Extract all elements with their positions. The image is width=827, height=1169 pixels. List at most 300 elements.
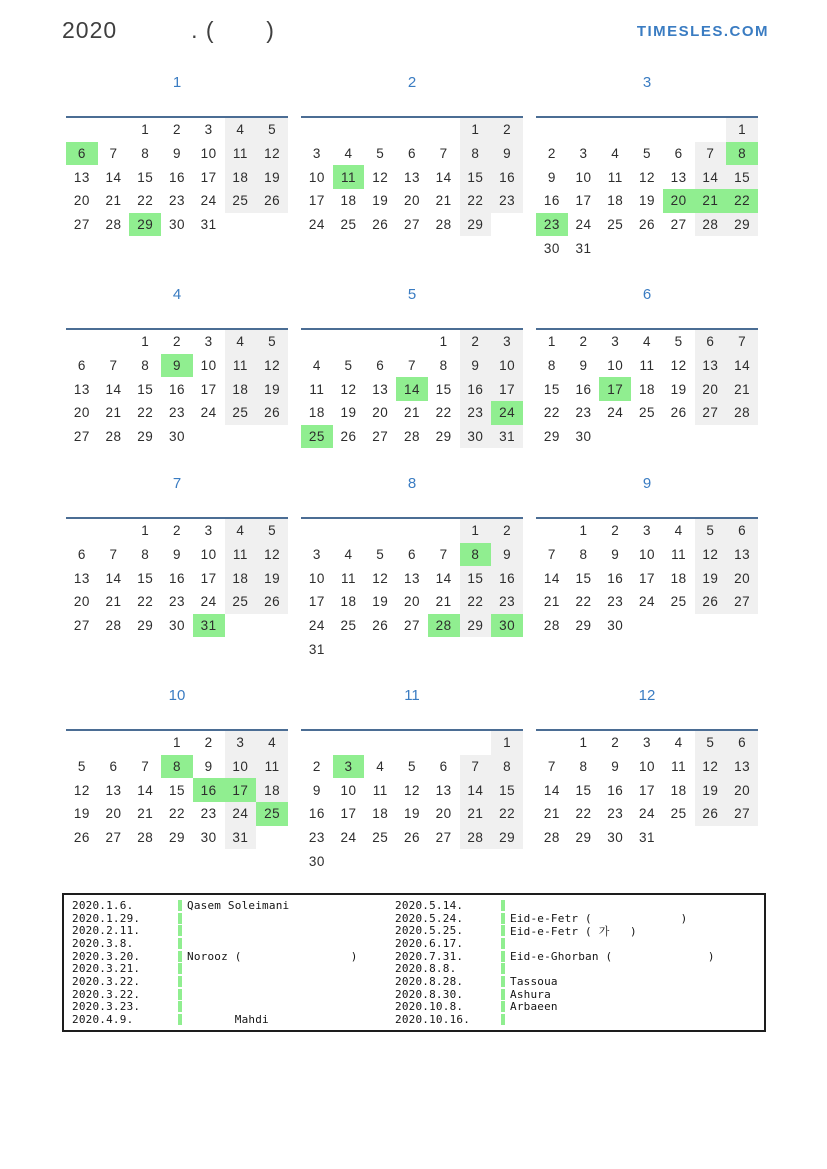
legend-entry [387, 1001, 764, 1014]
empty-day-cell [663, 117, 695, 142]
month-5-day-10: 10 [491, 354, 523, 378]
month-7-day-22: 22 [137, 594, 154, 610]
month-6-day-16: 16 [575, 381, 592, 397]
month-7-day-25: 25 [225, 590, 257, 614]
month-11-day-26: 26 [403, 830, 420, 846]
month-12-day-28: 28 [543, 830, 560, 846]
month-6-day-14: 14 [726, 354, 758, 378]
month-8-day-9: 9 [491, 543, 523, 567]
legend-holiday-name: Arbaeen [510, 1000, 558, 1014]
month-4-day-19: 19 [256, 377, 288, 401]
month-4-day-23: 23 [168, 405, 185, 421]
month-11-day-19: 19 [403, 806, 420, 822]
month-1-day-25: 25 [225, 189, 257, 213]
month-10-label[interactable]: 10 [168, 687, 186, 704]
month-2-day-28: 28 [435, 217, 452, 233]
month-1-day-16: 16 [168, 169, 185, 185]
week-row [66, 590, 288, 614]
empty-day-cell [428, 730, 460, 755]
month-2-day-29: 29 [460, 213, 492, 237]
month-8-day-24: 24 [308, 618, 325, 634]
week-row [301, 566, 523, 590]
month-8-day-7: 7 [439, 547, 448, 563]
empty-day-cell [98, 329, 130, 354]
month-5-day-16: 16 [460, 377, 492, 401]
legend-date: 2020.3.22. [72, 987, 141, 1001]
month-1-day-8: 8 [141, 146, 150, 162]
legend-date: 2020.3.21. [72, 962, 141, 976]
month-12 [536, 687, 758, 849]
empty-day-cell [428, 637, 460, 661]
empty-day-cell [428, 117, 460, 142]
month-2-day-21: 21 [435, 193, 452, 209]
month-10-day-23: 23 [200, 806, 217, 822]
month-10-day-13: 13 [105, 782, 122, 798]
week-row [301, 213, 523, 237]
month-1-day-28: 28 [105, 217, 122, 233]
legend-date: 2020.2.11. [72, 924, 141, 938]
legend-entry [64, 912, 387, 925]
month-1-day-30: 30 [168, 217, 185, 233]
month-2-day-3: 3 [312, 146, 321, 162]
month-12-day-14: 14 [543, 782, 560, 798]
empty-day-cell [663, 614, 695, 638]
week-row [536, 165, 758, 189]
week-row [536, 117, 758, 142]
month-11-day-2: 2 [312, 759, 321, 775]
month-3-label[interactable]: 3 [642, 74, 652, 91]
week-row [301, 826, 523, 850]
month-6-day-4: 4 [642, 334, 651, 350]
month-8-day-21: 21 [435, 594, 452, 610]
month-12-day-19: 19 [695, 778, 727, 802]
week-row [301, 614, 523, 638]
week-row [536, 329, 758, 354]
month-9-day-22: 22 [575, 594, 592, 610]
month-6-day-29: 29 [543, 429, 560, 445]
empty-day-cell [364, 849, 396, 873]
month-5-day-5: 5 [344, 358, 353, 374]
month-1-day-11: 11 [225, 142, 257, 166]
month-4-day-5: 5 [256, 329, 288, 354]
week-row [66, 826, 288, 850]
month-9-day-23: 23 [607, 594, 624, 610]
holiday-marker-bar [178, 1001, 182, 1012]
empty-day-cell [460, 849, 492, 873]
holiday-marker-bar [178, 976, 182, 987]
month-7-day-18: 18 [225, 566, 257, 590]
month-11 [301, 687, 523, 873]
month-10-day-11: 11 [256, 755, 288, 779]
empty-day-cell [364, 730, 396, 755]
month-9-day-13: 13 [726, 543, 758, 567]
month-2-day-9: 9 [491, 142, 523, 166]
legend-date: 2020.3.22. [72, 974, 141, 988]
month-10-day-15: 15 [168, 782, 185, 798]
week-row [66, 614, 288, 638]
month-6-day-26: 26 [670, 405, 687, 421]
month-1-grid [66, 116, 288, 236]
month-3-day-3: 3 [579, 146, 588, 162]
month-12-day-15: 15 [575, 782, 592, 798]
legend-date: 2020.8.8. [395, 962, 457, 976]
month-11-day-20: 20 [435, 806, 452, 822]
month-1-day-13: 13 [73, 169, 90, 185]
month-1-day-4: 4 [225, 117, 257, 142]
month-11-day-21: 21 [460, 802, 492, 826]
week-row [66, 730, 288, 755]
month-11-day-27: 27 [435, 830, 452, 846]
month-8-day-2: 2 [491, 518, 523, 543]
month-2-day-27: 27 [403, 217, 420, 233]
empty-day-cell [301, 730, 333, 755]
legend-date: 2020.1.6. [72, 898, 134, 912]
legend-entry [387, 937, 764, 950]
empty-day-cell [599, 117, 631, 142]
month-3-day-26: 26 [638, 217, 655, 233]
month-9-day-5: 5 [695, 518, 727, 543]
week-row [536, 213, 758, 237]
month-12-day-27: 27 [726, 802, 758, 826]
month-4-day-28: 28 [105, 429, 122, 445]
month-5-day-11: 11 [309, 381, 325, 397]
month-4-label[interactable]: 4 [172, 286, 182, 303]
month-5-day-13: 13 [372, 381, 389, 397]
empty-day-cell [396, 518, 428, 543]
month-11-day-14: 14 [460, 778, 492, 802]
month-3-day-9: 9 [547, 169, 556, 185]
week-row [301, 730, 523, 755]
week-row [301, 354, 523, 378]
legend-date: 2020.8.30. [395, 987, 464, 1001]
month-5-day-15: 15 [435, 381, 452, 397]
month-5-day-24-holiday: 24 [491, 401, 523, 425]
month-5-day-12: 12 [340, 381, 357, 397]
month-7 [66, 475, 288, 637]
month-3-day-11: 11 [607, 169, 623, 185]
empty-day-cell [364, 518, 396, 543]
month-1-label[interactable]: 1 [172, 74, 182, 91]
month-7-day-11: 11 [225, 543, 257, 567]
week-row [536, 802, 758, 826]
empty-day-cell [726, 425, 758, 449]
legend-date: 2020.8.28. [395, 974, 464, 988]
week-row [301, 802, 523, 826]
month-5-day-1: 1 [439, 334, 448, 350]
empty-day-cell [225, 614, 257, 638]
month-2-day-24: 24 [308, 217, 325, 233]
week-row [536, 377, 758, 401]
month-4-day-7: 7 [109, 358, 118, 374]
month-9-day-7: 7 [547, 547, 556, 563]
month-12-day-17: 17 [638, 782, 655, 798]
month-8-day-22: 22 [460, 590, 492, 614]
month-7-day-20: 20 [73, 594, 90, 610]
month-9-grid [536, 517, 758, 637]
month-12-label[interactable]: 12 [638, 687, 656, 704]
month-8-day-4: 4 [344, 547, 353, 563]
month-11-day-12: 12 [403, 782, 420, 798]
month-6-day-22: 22 [543, 405, 560, 421]
month-2-day-23: 23 [491, 189, 523, 213]
month-2-day-2: 2 [491, 117, 523, 142]
empty-day-cell [726, 236, 758, 260]
month-2-grid [301, 116, 523, 236]
legend-date: 2020.1.29. [72, 911, 141, 925]
month-12-day-18: 18 [670, 782, 687, 798]
month-3-day-19: 19 [638, 193, 655, 209]
month-6-day-25: 25 [638, 405, 655, 421]
month-9-day-21: 21 [543, 594, 560, 610]
empty-day-cell [333, 117, 365, 142]
month-9-day-27: 27 [726, 590, 758, 614]
month-11-grid [301, 729, 523, 873]
week-row [301, 165, 523, 189]
month-7-day-9: 9 [172, 547, 181, 563]
month-7-day-16: 16 [168, 570, 185, 586]
month-3-day-24: 24 [575, 217, 592, 233]
month-5-day-3: 3 [491, 329, 523, 354]
month-8-day-19: 19 [372, 594, 389, 610]
month-8-day-27: 27 [403, 618, 420, 634]
month-8-day-5: 5 [376, 547, 385, 563]
month-10 [66, 687, 288, 849]
month-1-day-7: 7 [109, 146, 118, 162]
month-2-day-19: 19 [372, 193, 389, 209]
month-12-day-10: 10 [638, 759, 655, 775]
empty-day-cell [301, 329, 333, 354]
month-4-day-29: 29 [137, 429, 154, 445]
month-5-day-19: 19 [340, 405, 357, 421]
month-4-day-26: 26 [256, 401, 288, 425]
month-7-day-24: 24 [200, 594, 217, 610]
month-7-day-4: 4 [225, 518, 257, 543]
legend-date: 2020.3.8. [72, 936, 134, 950]
empty-day-cell [663, 425, 695, 449]
holiday-marker-bar [501, 913, 505, 924]
month-6-day-1: 1 [547, 334, 556, 350]
month-8-label[interactable]: 8 [407, 475, 417, 492]
empty-day-cell [129, 730, 161, 755]
month-5 [301, 286, 523, 448]
month-2-label[interactable]: 2 [407, 74, 417, 91]
month-4-day-2: 2 [172, 334, 181, 350]
empty-day-cell [301, 117, 333, 142]
holiday-marker-bar [501, 1014, 505, 1025]
month-9-day-12: 12 [695, 543, 727, 567]
empty-day-cell [396, 329, 428, 354]
month-3-day-25: 25 [607, 217, 624, 233]
month-6-label[interactable]: 6 [642, 286, 652, 303]
month-6-day-10: 10 [607, 358, 624, 374]
month-9-day-10: 10 [638, 547, 655, 563]
empty-day-cell [491, 637, 523, 661]
month-12-day-9: 9 [611, 759, 620, 775]
month-6-day-2: 2 [579, 334, 588, 350]
month-10-day-5: 5 [77, 759, 86, 775]
month-1-day-6-holiday: 6 [66, 142, 98, 166]
month-12-day-22: 22 [575, 806, 592, 822]
holiday-marker-bar [501, 951, 505, 962]
month-6-day-28: 28 [726, 401, 758, 425]
month-1-day-26: 26 [256, 189, 288, 213]
month-1-day-1: 1 [141, 122, 150, 138]
empty-day-cell [695, 236, 727, 260]
month-2 [301, 74, 523, 236]
month-4-day-13: 13 [73, 381, 90, 397]
month-7-day-13: 13 [73, 570, 90, 586]
month-9-day-9: 9 [611, 547, 620, 563]
month-8-day-26: 26 [372, 618, 389, 634]
week-row [301, 425, 523, 449]
month-5-day-4: 4 [312, 358, 321, 374]
month-3-day-17: 17 [575, 193, 592, 209]
month-11-day-28: 28 [460, 826, 492, 850]
month-11-day-1: 1 [491, 730, 523, 755]
month-9-day-19: 19 [695, 566, 727, 590]
month-10-day-10: 10 [225, 755, 257, 779]
month-7-label[interactable]: 7 [172, 475, 182, 492]
month-5-day-21: 21 [403, 405, 420, 421]
month-6-day-18: 18 [638, 381, 655, 397]
week-row [66, 142, 288, 166]
month-10-day-26: 26 [73, 830, 90, 846]
month-12-day-2: 2 [611, 735, 620, 751]
week-row [66, 802, 288, 826]
month-7-day-14: 14 [105, 570, 122, 586]
week-row [66, 377, 288, 401]
holiday-marker-bar [178, 900, 182, 911]
week-row [66, 354, 288, 378]
legend-date: 2020.5.24. [395, 911, 464, 925]
month-5-day-2: 2 [460, 329, 492, 354]
empty-day-cell [364, 637, 396, 661]
month-5-day-8: 8 [439, 358, 448, 374]
month-6-day-23: 23 [575, 405, 592, 421]
month-12-day-8: 8 [579, 759, 588, 775]
month-6-day-7: 7 [726, 329, 758, 354]
month-7-day-6: 6 [77, 547, 86, 563]
month-2-day-25: 25 [340, 217, 357, 233]
month-11-day-25: 25 [372, 830, 389, 846]
holiday-marker-bar [501, 938, 505, 949]
week-row [536, 730, 758, 755]
month-3-day-14: 14 [695, 165, 727, 189]
month-9-day-24: 24 [638, 594, 655, 610]
month-6-day-8: 8 [547, 358, 556, 374]
week-row [66, 329, 288, 354]
month-8-day-16: 16 [491, 566, 523, 590]
empty-day-cell [396, 730, 428, 755]
month-4-day-14: 14 [105, 381, 122, 397]
holiday-marker-bar [501, 900, 505, 911]
week-row [301, 637, 523, 661]
month-1-day-20: 20 [73, 193, 90, 209]
month-7-day-7: 7 [109, 547, 118, 563]
month-8-day-12: 12 [372, 570, 389, 586]
month-8-day-15: 15 [460, 566, 492, 590]
empty-day-cell [225, 425, 257, 449]
month-4-day-12: 12 [256, 354, 288, 378]
empty-day-cell [364, 117, 396, 142]
empty-day-cell [631, 236, 663, 260]
holiday-marker-bar [178, 925, 182, 936]
month-12-day-11: 11 [671, 759, 687, 775]
month-1-day-24: 24 [200, 193, 217, 209]
month-12-day-6: 6 [726, 730, 758, 755]
month-10-day-9: 9 [204, 759, 213, 775]
month-1-day-3: 3 [204, 122, 213, 138]
month-3-day-29: 29 [726, 213, 758, 237]
month-4-day-27: 27 [73, 429, 90, 445]
month-9-label[interactable]: 9 [642, 475, 652, 492]
legend-holiday-name: Eid-e-Fetr ( ) [510, 911, 688, 925]
month-5-day-23: 23 [460, 401, 492, 425]
month-10-day-24: 24 [225, 802, 257, 826]
month-11-day-17: 17 [340, 806, 357, 822]
month-4-day-16: 16 [168, 381, 185, 397]
legend-entry [387, 950, 764, 963]
month-5-day-17: 17 [491, 377, 523, 401]
empty-day-cell [536, 117, 568, 142]
month-2-day-6: 6 [407, 146, 416, 162]
month-4-day-3: 3 [204, 334, 213, 350]
month-10-day-21: 21 [137, 806, 154, 822]
week-row [301, 117, 523, 142]
month-3-day-5: 5 [642, 146, 651, 162]
month-4-day-15: 15 [137, 381, 154, 397]
month-3-day-28: 28 [695, 213, 727, 237]
month-12-day-26: 26 [695, 802, 727, 826]
empty-day-cell [599, 425, 631, 449]
month-2-day-5: 5 [376, 146, 385, 162]
month-8-day-11: 11 [341, 570, 357, 586]
month-3-grid [536, 116, 758, 260]
month-5-day-20: 20 [372, 405, 389, 421]
month-8-day-8-holiday: 8 [460, 543, 492, 567]
empty-day-cell [66, 730, 98, 755]
month-5-label[interactable]: 5 [407, 286, 417, 303]
month-3-day-30: 30 [543, 240, 560, 256]
empty-day-cell [428, 518, 460, 543]
legend-entry [64, 962, 387, 975]
month-9-day-29: 29 [575, 618, 592, 634]
month-3-day-23-holiday: 23 [536, 213, 568, 237]
legend-holiday-name: Tassoua [510, 974, 558, 988]
week-row [66, 189, 288, 213]
legend-date: 2020.3.23. [72, 1000, 141, 1014]
holiday-marker-bar [178, 989, 182, 1000]
week-row [66, 755, 288, 779]
month-6-day-3: 3 [611, 334, 620, 350]
legend-entry [64, 899, 387, 912]
month-11-label[interactable]: 11 [404, 687, 420, 704]
month-10-day-29: 29 [168, 830, 185, 846]
legend-entry [387, 899, 764, 912]
month-2-day-1: 1 [460, 117, 492, 142]
month-12-day-30: 30 [607, 830, 624, 846]
month-3-day-15: 15 [726, 165, 758, 189]
month-9 [536, 475, 758, 637]
month-11-day-7: 7 [460, 755, 492, 779]
month-10-day-28: 28 [137, 830, 154, 846]
month-4-day-18: 18 [225, 377, 257, 401]
empty-day-cell [599, 236, 631, 260]
month-3-day-13: 13 [670, 169, 687, 185]
month-9-day-20: 20 [726, 566, 758, 590]
site-logo-link[interactable]: TIMESLES.COM [636, 23, 769, 40]
month-10-day-12: 12 [73, 782, 90, 798]
